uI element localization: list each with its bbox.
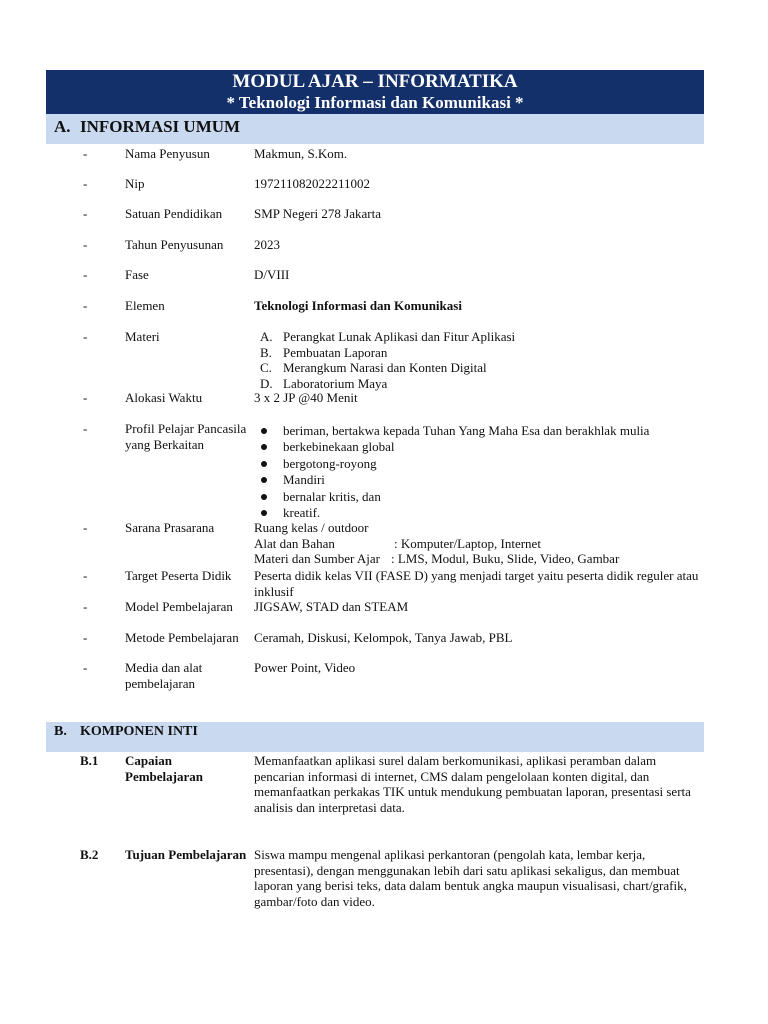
bullet-icon [261, 428, 267, 434]
section-a-header [46, 114, 704, 144]
row-label: Target Peserta Didik [125, 568, 232, 583]
b1-text: Memanfaatkan aplikasi surel dalam berkomunikasi, aplikasi peramban dalam pencarian informasi di internet, CMS dalam pengelolaan konten digital, dan memanfaatkan perkakas TIK untuk mendukung pembuatan laporan, presentasi serta analisis dan interpretasi data. [254, 753, 691, 815]
list-item: bergotong-royong [254, 456, 704, 472]
row-value: 2023 [254, 237, 280, 252]
bullet-icon [261, 461, 267, 467]
list-item: berkebinekaan global [254, 439, 704, 455]
document-title: MODUL AJAR – INFORMATIKA [232, 71, 518, 92]
sumber-ajar-value: : LMS, Modul, Buku, Slide, Video, Gambar [391, 551, 620, 566]
b2-number: B.2 [80, 847, 99, 862]
b2-label: Tujuan Pembelajaran [125, 847, 247, 862]
row-dash: - [83, 660, 88, 675]
sarana-block [254, 520, 704, 567]
sarana-line-1: Ruang kelas / outdoor [254, 520, 369, 535]
materi-list [254, 329, 704, 391]
list-item: C. Merangkum Narasi dan Konten Digital [260, 360, 487, 375]
row-value: Power Point, Video [254, 660, 356, 675]
bullet-icon [261, 444, 267, 450]
list-item: B. Pembuatan Laporan [260, 344, 388, 360]
row-value: 3 x 2 JP @40 Menit [254, 390, 358, 405]
row-label: Alokasi Waktu [125, 390, 203, 405]
row-dash: - [83, 176, 88, 191]
row-dash: - [83, 520, 88, 535]
list-item: Mandiri [254, 472, 704, 488]
row-value: JIGSAW, STAD dan STEAM [254, 599, 409, 614]
row-label: Nip [125, 176, 145, 191]
row-dash: - [83, 298, 88, 313]
section-a-letter: A. [54, 117, 71, 136]
row-dash: - [83, 206, 88, 221]
list-item: beriman, bertakwa kepada Tuhan Yang Maha Esa dan berakhlak mulia [254, 423, 704, 439]
row-value: Teknologi Informasi dan Komunikasi [254, 298, 462, 313]
document-subtitle: * Teknologi Informasi dan Komunikasi * [226, 93, 524, 112]
alat-label: Alat dan Bahan [254, 535, 335, 551]
row-label: Metode Pembelajaran [125, 630, 239, 645]
row-label: Materi [125, 329, 160, 344]
b1-label: Capaian Pembelajaran [125, 753, 203, 784]
row-value: D/VIII [254, 267, 290, 282]
row-value: 197211082022211002 [254, 176, 371, 191]
sumber-ajar-label: Materi dan Sumber Ajar [254, 551, 380, 566]
row-label: Nama Penyusun [125, 146, 210, 161]
list-item: A. Perangkat Lunak Aplikasi dan Fitur Aplikasi [260, 329, 516, 344]
row-dash: - [83, 267, 88, 282]
row-label: Model Pembelajaran [125, 599, 233, 614]
row-label: Tahun Penyusunan [125, 237, 224, 252]
row-label: Sarana Prasarana [125, 520, 215, 535]
b1-number: B.1 [80, 753, 99, 768]
section-b-letter: B. [54, 724, 67, 739]
row-label: Elemen [125, 298, 165, 313]
list-item: D. Laboratorium Maya [260, 375, 388, 391]
row-dash: - [83, 329, 88, 344]
row-value: SMP Negeri 278 Jakarta [254, 206, 381, 221]
b2-text: Siswa mampu mengenal aplikasi perkantoran (pengolah kata, lembar kerja, presentasi), dengan menggunakan lebih dari satu aplikasi sekaligus, dan membuat laporan yang berisi teks, data dalam bentuk angka maupun visualisasi, chart/grafik, gambar/foto dan video. [254, 847, 687, 909]
row-label: Satuan Pendidikan [125, 206, 223, 221]
alat-value: : Komputer/Laptop, Internet [394, 535, 541, 551]
list-item: bernalar kritis, dan [254, 489, 704, 505]
document-title-banner [46, 70, 704, 114]
bullet-icon [261, 510, 267, 516]
row-dash: - [83, 421, 88, 436]
section-b-header [46, 722, 704, 752]
row-dash: - [83, 237, 88, 252]
row-dash: - [83, 599, 88, 614]
section-a-title: INFORMASI UMUM [80, 117, 241, 136]
profil-list [254, 423, 704, 521]
list-item: kreatif. [254, 505, 704, 521]
row-value: Makmun, S.Kom. [254, 146, 348, 161]
row-label: Fase [125, 267, 149, 282]
row-dash: - [83, 630, 88, 645]
row-value: Peserta didik kelas VII (FASE D) yang menjadi target yaitu peserta didik reguler atau inklusif [254, 568, 699, 599]
row-label: Profil Pelajar Pancasila yang Berkaitan [125, 421, 247, 452]
row-dash: - [83, 390, 88, 405]
section-b-title: KOMPONEN INTI [80, 724, 198, 739]
row-value: Ceramah, Diskusi, Kelompok, Tanya Jawab, PBL [254, 630, 513, 645]
bullet-icon [261, 494, 267, 500]
row-label: Media dan alat pembelajaran [125, 660, 203, 691]
bullet-icon [261, 477, 267, 483]
row-dash: - [83, 146, 88, 161]
row-dash: - [83, 568, 88, 583]
